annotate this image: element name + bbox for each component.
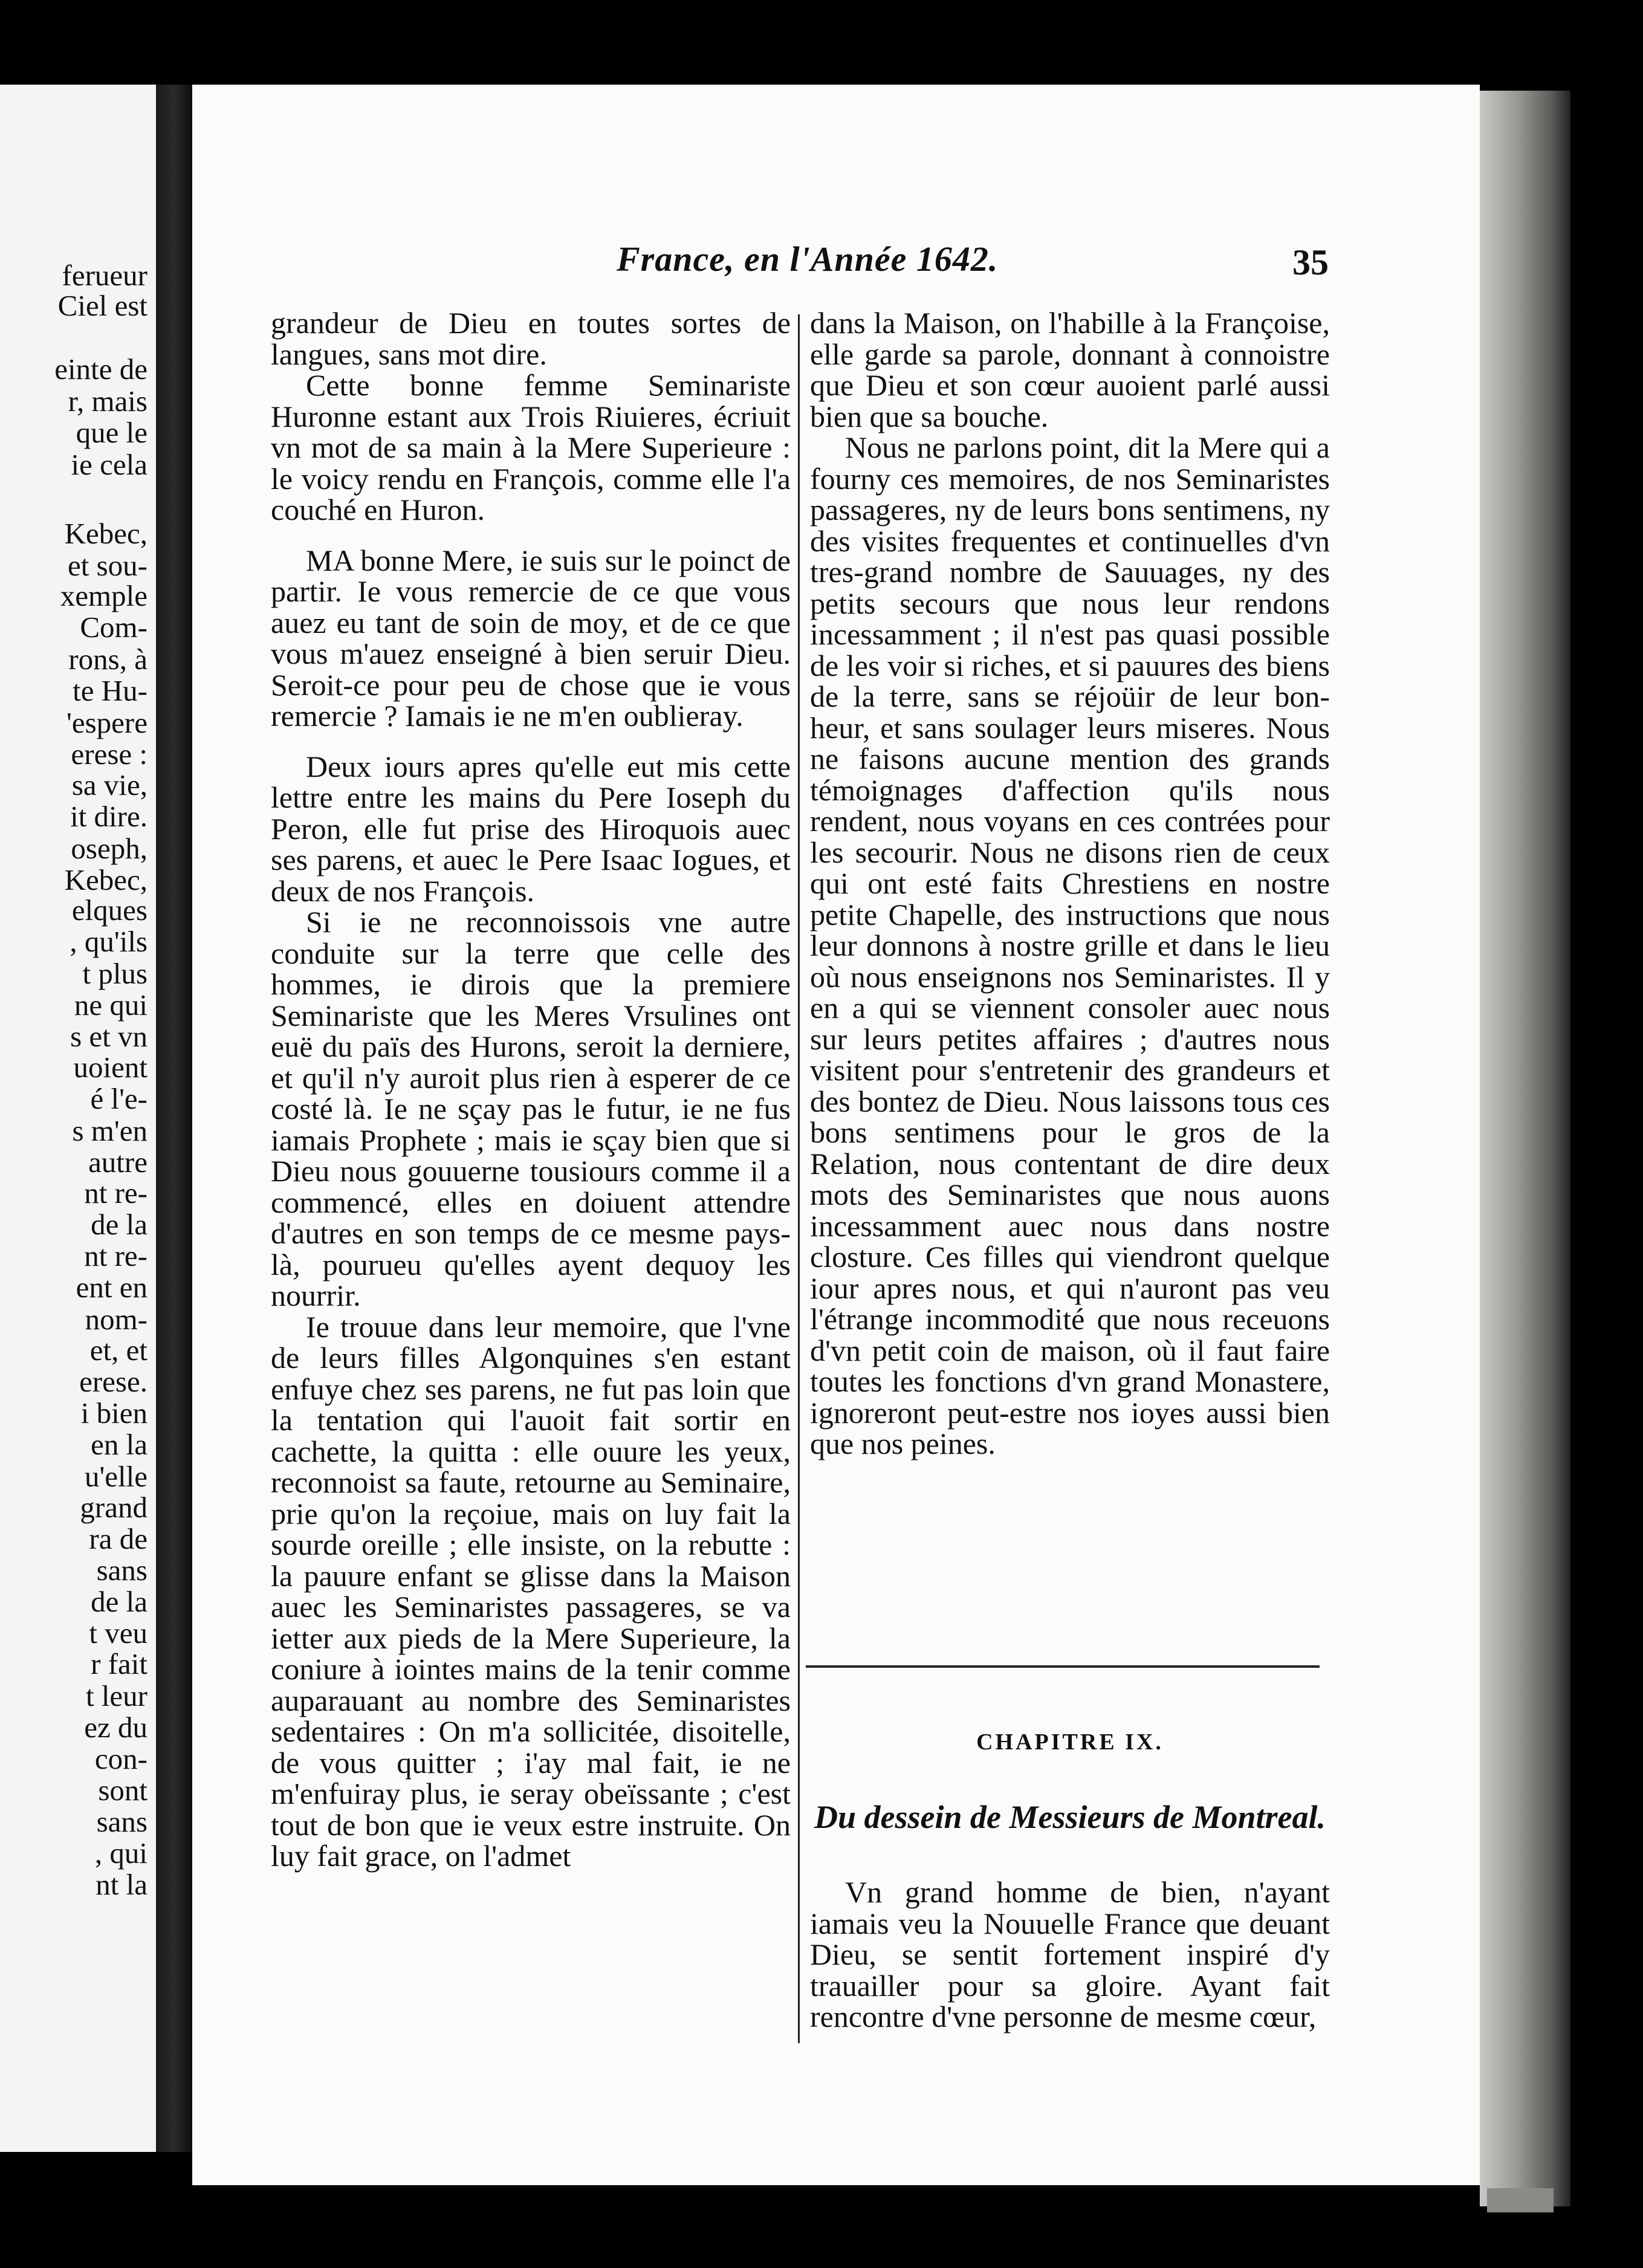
left-page-line: rons, à	[68, 643, 147, 676]
left-page-line: erese.	[79, 1365, 147, 1398]
paragraph: Vn grand homme de bien, n'ayant iamais veu la Nouuelle France que deuant Dieu, se sentit fortement inspiré d'y trauailler pour sa gloire. Ayant fait rencontre d'vne personne de mesme cœur,	[810, 1875, 1330, 2033]
left-page-line: nt la	[96, 1868, 147, 1901]
left-page-line: r fait	[91, 1647, 147, 1680]
page-edge-bottom	[1487, 2188, 1554, 2212]
left-page-line: et sou-	[68, 549, 147, 582]
left-page-line: nt re-	[84, 1239, 147, 1272]
column-right	[810, 308, 1330, 1460]
paragraph: Ie trouue dans leur memoire, que l'vne de leurs filles Algonquines s'en estant enfuye chez ses parens, ne fut pas loin que la tentation qui l'auoit fait sortir en cachette, la quitta : elle ouure les yeux, reconnoist sa faute, retourne au Seminaire, prie qu'on la reçoiue, mais on luy fait la sourde oreille ; elle insiste, on la rebutte : la pauure enfant se glisse dans la Maison auec les Seminaristes passageres, se va ietter aux pieds de la Mere Superieure, la coniure à iointes mains de la tenir comme auparauant au nombre des Seminaristes sedentaires : On m'a sollicitée, disoitelle, de vous quitter ; i'ay mal fait, ie ne m'enfuiray plus, ie seray obeïssante ; c'est tout de bon que ie veux estre instruite. On luy fait grace, on l'admet	[271, 1309, 791, 1873]
left-page-line: uoient	[73, 1051, 147, 1084]
left-page	[0, 85, 156, 2152]
paragraph: MA bonne Mere, ie suis sur le poinct de partir. Ie vous remercie de ce que vous auez eu tant de soin de moy, et de ce que vous m'auez enseigné à bien seruir Dieu. Seroit-ce pour peu de chose que ie vous remercie ? Iamais ie ne m'en oublieray.	[271, 543, 791, 733]
left-page-line: xemple	[60, 579, 147, 612]
left-page-line: elques	[71, 893, 147, 927]
left-page-line: sont	[98, 1774, 147, 1807]
left-page-line: sans	[96, 1805, 147, 1838]
left-page-line: s et vn	[70, 1020, 147, 1053]
left-page-line: ra de	[89, 1522, 147, 1555]
left-page-line: ez du	[84, 1711, 147, 1744]
left-page-line: , qui	[94, 1836, 147, 1870]
paragraph-gap	[271, 732, 791, 751]
chapter-label: CHAPITRE IX.	[976, 1729, 1164, 1755]
left-page-line: nt re-	[84, 1176, 147, 1210]
left-page-line: Com-	[80, 611, 147, 644]
paragraph: Cette bonne femme Seminariste Huronne estant aux Trois Riuieres, écriuit vn mot de sa main à la Mere Superieure : le voicy rendu en François, comme elle l'a couché en Huron.	[271, 368, 791, 526]
chapter-rule	[806, 1665, 1320, 1668]
left-page-line: it dire.	[70, 800, 147, 833]
left-page-line: erese :	[71, 737, 147, 771]
left-page-line: nom-	[85, 1303, 147, 1336]
left-page-line: t veu	[89, 1616, 147, 1650]
left-page-line: Kebec,	[64, 863, 147, 896]
running-title: France, en l'Année 1642.	[617, 239, 999, 279]
left-page-line: ne qui	[74, 988, 147, 1022]
left-page-line: , qu'ils	[70, 925, 147, 958]
left-page-line: ent en	[76, 1271, 147, 1304]
left-page-line: é l'e-	[90, 1082, 147, 1115]
page-number: 35	[1292, 242, 1329, 282]
page-edge	[1480, 91, 1570, 2206]
left-page-line: de la	[91, 1208, 147, 1241]
left-page-line: Kebec,	[64, 517, 147, 550]
left-page-line: ferueur	[62, 259, 147, 292]
paragraph-gap	[271, 526, 791, 545]
paragraph: dans la Maison, on l'habille à la Françoise, elle garde sa parole, donnant à connoistre que Dieu et son cœur auoient parlé aussi bien que sa bouche.	[810, 306, 1330, 433]
left-page-line: et, et	[89, 1333, 147, 1367]
left-page-line: grand	[80, 1491, 147, 1524]
left-page-line: t plus	[82, 957, 147, 990]
left-page-line: 'espere	[66, 706, 147, 739]
chapter-opening	[810, 1877, 1330, 2033]
left-page-line: u'elle	[84, 1460, 147, 1493]
left-page-line: sa vie,	[71, 768, 147, 802]
left-page-line: einte de	[54, 352, 147, 386]
left-page-line: i bien	[80, 1396, 147, 1430]
column-divider	[798, 314, 800, 2043]
left-page-line: oseph,	[71, 832, 147, 865]
paragraph: grandeur de Dieu en toutes sortes de langues, sans mot dire.	[271, 306, 791, 371]
chapter-title: Du dessein de Messieurs de Montreal.	[814, 1799, 1326, 1835]
left-page-line: sans	[96, 1554, 147, 1587]
column-left	[271, 308, 791, 1872]
left-page-line: Ciel est	[57, 289, 147, 322]
left-page-line: con-	[94, 1742, 147, 1775]
left-page-line: de la	[91, 1585, 147, 1618]
left-page-line: s m'en	[72, 1114, 147, 1147]
left-page-line: en la	[91, 1428, 147, 1461]
book-gutter	[156, 85, 192, 2152]
left-page-line: que le	[76, 416, 147, 449]
paragraph: Nous ne parlons point, dit la Mere qui a fourny ces memoires, de nos Seminaristes passageres, ny de leurs bons sentimens, ny des visites frequentes et continuelles d'vn tres-grand nombre de Sauuages, ny des petits secours que nous leur rendons incessamment ; il n'est pas quasi possible de les voir si riches, et si pauures des biens de la terre, sans se réjoüir de leur bon-heur, et sans soulager leurs miseres. Nous ne faisons aucune mention des grands témoignages d'affection qu'ils nous rendent, nous voyans en ces contrées pour les secourir. Nous ne disons rien de ceux qui ont esté faits Chrestiens en nostre petite Chapelle, des instructions que nous leur donnons à nostre grille et dans le lieu où nous enseignons nos Seminaristes. Il y en a qui se viennent consoler auec nous sur leurs petites affaires ; d'autres nous visitent pour s'entretenir des grandeurs et des bontez de Dieu. Nous laissons tous ces bons sentimens pour le gros de la Relation, nous contentant de dire deux mots des Seminaristes que nous auons incessamment auec nous dans nostre closture. Ces filles qui viendront quelque iour apres nous, et qui n'auront pas veu l'étrange incommodité que nous receuons d'vn petit coin de maison, où il faut faire toutes les fonctions d'vn grand Monastere, ignoreront peut-estre nos ioyes aussi bien que nos peines.	[810, 430, 1330, 1460]
paragraph: Deux iours apres qu'elle eut mis cette lettre entre les mains du Pere Ioseph du Peron, elle fut prise des Hiroquois auec ses parens, et auec le Pere Isaac Iogues, et deux de nos François.	[271, 749, 791, 908]
left-page-line: r, mais	[68, 384, 147, 418]
left-page-line: t leur	[85, 1679, 147, 1712]
left-page-line: ie cela	[71, 448, 147, 481]
left-page-line: te Hu-	[73, 674, 147, 707]
paragraph: Si ie ne reconnoissois vne autre conduite sur la terre que celle des hommes, ie dirois que la premiere Seminariste que les Meres Vrsulines ont euë du païs des Hurons, seroit la derniere, et qu'il n'y auroit plus rien à esperer de ce costé là. Ie ne sçay pas le futur, ie ne fus iamais Prophete ; mais ie sçay bien que si Dieu nous gouuerne tousiours comme il a commencé, elles en doiuent attendre d'autres en son temps de ce mesme pays-là, pourueu qu'elles ayent dequoy les nourrir.	[271, 905, 791, 1312]
left-page-line: autre	[88, 1145, 147, 1179]
